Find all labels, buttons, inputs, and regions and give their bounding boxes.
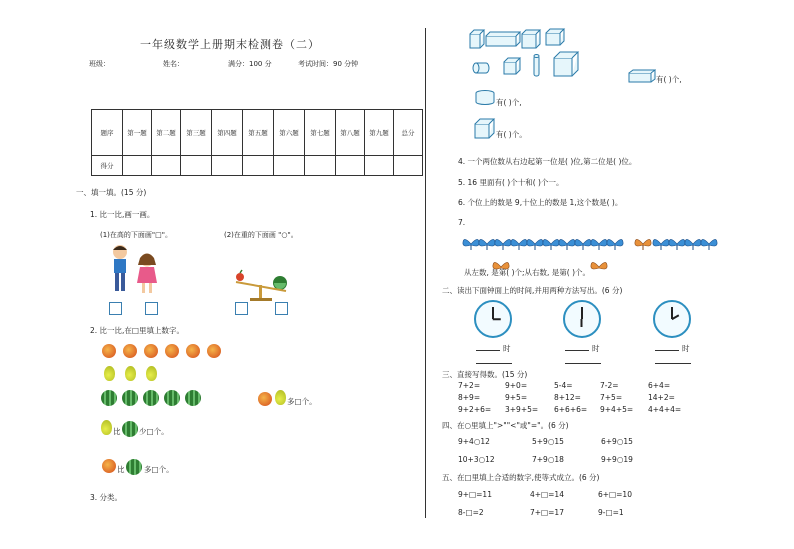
apple-icon xyxy=(123,344,137,358)
butterfly-icon xyxy=(590,259,608,279)
q7-answer-text: 从左数, 是第( )个;从右数, 是第( )个。 xyxy=(464,268,591,277)
pear-icon xyxy=(104,366,115,381)
balance-scale-illustration xyxy=(230,268,292,302)
calc-item: 7+2= xyxy=(458,381,481,390)
name-label: 姓名： xyxy=(163,60,184,68)
apple-icon xyxy=(144,344,158,358)
q2-apple-melon-pre: 比 xyxy=(117,465,125,474)
score-cell[interactable] xyxy=(336,156,365,176)
hour-hand xyxy=(493,318,501,320)
col-7: 第七题 xyxy=(305,110,336,156)
compare-item[interactable]: 9+4○12 xyxy=(458,437,490,446)
row-label-score: 得分 xyxy=(92,156,123,176)
col-4: 第四题 xyxy=(212,110,243,156)
q2-apple-pear-text: 多□个。 xyxy=(287,397,317,406)
watermelon-icon xyxy=(185,390,201,406)
fill-item[interactable]: 6+□=10 xyxy=(598,490,632,499)
watermelon-icon xyxy=(126,459,142,475)
answer-box-watermelon[interactable] xyxy=(275,302,288,315)
q6-text: 6. 个位上的数是 9,十位上的数是 1,这个数是( )。 xyxy=(458,198,623,207)
compare-item[interactable]: 9+9○19 xyxy=(601,455,633,464)
calc-item: 6+6+6= xyxy=(554,405,588,414)
compare-item[interactable]: 7+9○18 xyxy=(532,455,564,464)
minute-hand xyxy=(492,307,494,319)
score-cell[interactable] xyxy=(305,156,336,176)
apple-icon xyxy=(102,459,116,473)
score-table xyxy=(91,109,423,176)
hour-hand xyxy=(581,319,583,327)
clock-1-label: 时 xyxy=(503,344,511,353)
calc-item: 8+9= xyxy=(458,393,481,402)
calc-item: 9+2+6= xyxy=(458,405,492,414)
section-4-heading: 四、在○里填上">""<"或"="。(6 分) xyxy=(442,421,569,430)
answer-box-apple[interactable] xyxy=(235,302,248,315)
fill-item[interactable]: 9-□=1 xyxy=(598,508,624,517)
answer-line[interactable] xyxy=(565,350,589,351)
fill-item[interactable]: 7+□=17 xyxy=(530,508,564,517)
apple-icon xyxy=(102,344,116,358)
score-cell[interactable] xyxy=(152,156,181,176)
watermelon-icon xyxy=(101,390,117,406)
clock-face xyxy=(563,300,601,338)
q5-text: 5. 16 里面有( )个十和( )个一。 xyxy=(458,178,564,187)
butterflies-row xyxy=(462,236,722,252)
pear-icon xyxy=(101,420,112,435)
answer-line[interactable] xyxy=(476,350,500,351)
apple-icon xyxy=(207,344,221,358)
calc-item: 9+4+5= xyxy=(600,405,634,414)
answer-box-boy[interactable] xyxy=(109,302,122,315)
answer-line[interactable] xyxy=(655,350,679,351)
exam-time: 考试时间：90 分钟 xyxy=(298,60,359,68)
watermelon-icon xyxy=(164,390,180,406)
compare-item[interactable]: 10+3○12 xyxy=(458,455,495,464)
calc-item: 8+12= xyxy=(554,393,581,402)
answer-line[interactable] xyxy=(655,363,691,364)
score-cell[interactable] xyxy=(394,156,423,176)
q3-cuboid-count: 有( )个, xyxy=(656,75,682,84)
calc-item: 7+5= xyxy=(600,393,623,402)
watermelon-icon xyxy=(143,390,159,406)
col-total: 总分 xyxy=(394,110,423,156)
section-3-heading: 三、直接写得数。(15 分) xyxy=(442,370,528,379)
col-8: 第八题 xyxy=(336,110,365,156)
calc-item: 9+5= xyxy=(505,393,528,402)
full-score: 满分：100 分 xyxy=(228,60,272,68)
q2-apple-melon-post: 多□个。 xyxy=(144,465,174,474)
butterfly-icon xyxy=(492,259,510,279)
section-2-heading: 二、读出下面钟面上的时间,并用两种方法写出。(6 分) xyxy=(442,286,623,295)
hour-hand xyxy=(671,314,679,319)
q1b-text: (2)在重的下面画 "○"。 xyxy=(224,231,298,239)
score-cell[interactable] xyxy=(123,156,152,176)
score-cell[interactable] xyxy=(274,156,305,176)
compare-item[interactable]: 6+9○15 xyxy=(601,437,633,446)
column-divider xyxy=(425,28,426,518)
q2-pear-melon-post: 少□个。 xyxy=(139,427,169,436)
cube-icon xyxy=(474,118,496,144)
q4-text: 4. 一个两位数从右边起第一位是( )位,第二位是( )位。 xyxy=(458,157,637,166)
section-1-heading: 一、填一填。(15 分) xyxy=(76,188,147,197)
q2-pear-melon-pre: 比 xyxy=(113,427,121,436)
score-cell[interactable] xyxy=(212,156,243,176)
section-5-heading: 五、在□里填上合适的数字,使等式成立。(6 分) xyxy=(442,473,600,482)
pear-icon xyxy=(125,366,136,381)
calc-item: 9+0= xyxy=(505,381,528,390)
watermelon-icon xyxy=(122,390,138,406)
calc-item: 6+4= xyxy=(648,381,671,390)
q3-cylinder-count: 有( )个, xyxy=(496,98,522,107)
col-3: 第三题 xyxy=(181,110,212,156)
compare-item[interactable]: 5+9○15 xyxy=(532,437,564,446)
col-5: 第五题 xyxy=(243,110,274,156)
watermelon-icon xyxy=(122,421,138,437)
col-6: 第六题 xyxy=(274,110,305,156)
class-label: 班级： xyxy=(89,60,110,68)
q1-text: 1. 比一比,画一画。 xyxy=(90,210,155,219)
q2-text: 2. 比一比,在□里填上数字。 xyxy=(90,326,185,335)
calc-item: 7-2= xyxy=(600,381,619,390)
page-title: 一年级数学上册期末检测卷（二） xyxy=(140,38,320,51)
clock-3-label: 时 xyxy=(682,344,690,353)
fill-item[interactable]: 9+□=11 xyxy=(458,490,492,499)
col-9: 第九题 xyxy=(365,110,394,156)
solids-illustration xyxy=(466,28,586,90)
score-cell[interactable] xyxy=(243,156,274,176)
answer-line[interactable] xyxy=(565,363,601,364)
q7-text: 7. xyxy=(458,218,466,227)
q3-text: 3. 分类。 xyxy=(90,493,123,502)
q3-cube-count: 有( )个。 xyxy=(496,130,527,139)
answer-line[interactable] xyxy=(476,363,512,364)
col-1: 第一题 xyxy=(123,110,152,156)
cuboid-icon xyxy=(628,68,656,87)
apple-icon xyxy=(258,392,272,406)
row-label-order: 题序 xyxy=(92,110,123,156)
minute-hand xyxy=(581,307,583,319)
clock-2-label: 时 xyxy=(592,344,600,353)
apple-icon xyxy=(165,344,179,358)
pear-icon xyxy=(275,390,286,405)
calc-item: 14+2= xyxy=(648,393,675,402)
clock-face xyxy=(653,300,691,338)
fill-item[interactable]: 4+□=14 xyxy=(530,490,564,499)
cylinder-icon xyxy=(474,90,496,110)
score-cell[interactable] xyxy=(365,156,394,176)
calc-item: 5-4= xyxy=(554,381,573,390)
fill-item[interactable]: 8-□=2 xyxy=(458,508,484,517)
pear-icon xyxy=(146,366,157,381)
answer-box-girl[interactable] xyxy=(145,302,158,315)
calc-item: 3+9+5= xyxy=(505,405,539,414)
clock-face xyxy=(474,300,512,338)
q1a-text: (1)在高的下面画"□"。 xyxy=(100,231,172,239)
calc-item: 4+4+4= xyxy=(648,405,682,414)
apple-icon xyxy=(186,344,200,358)
score-cell[interactable] xyxy=(181,156,212,176)
children-illustration xyxy=(107,243,167,299)
col-2: 第二题 xyxy=(152,110,181,156)
